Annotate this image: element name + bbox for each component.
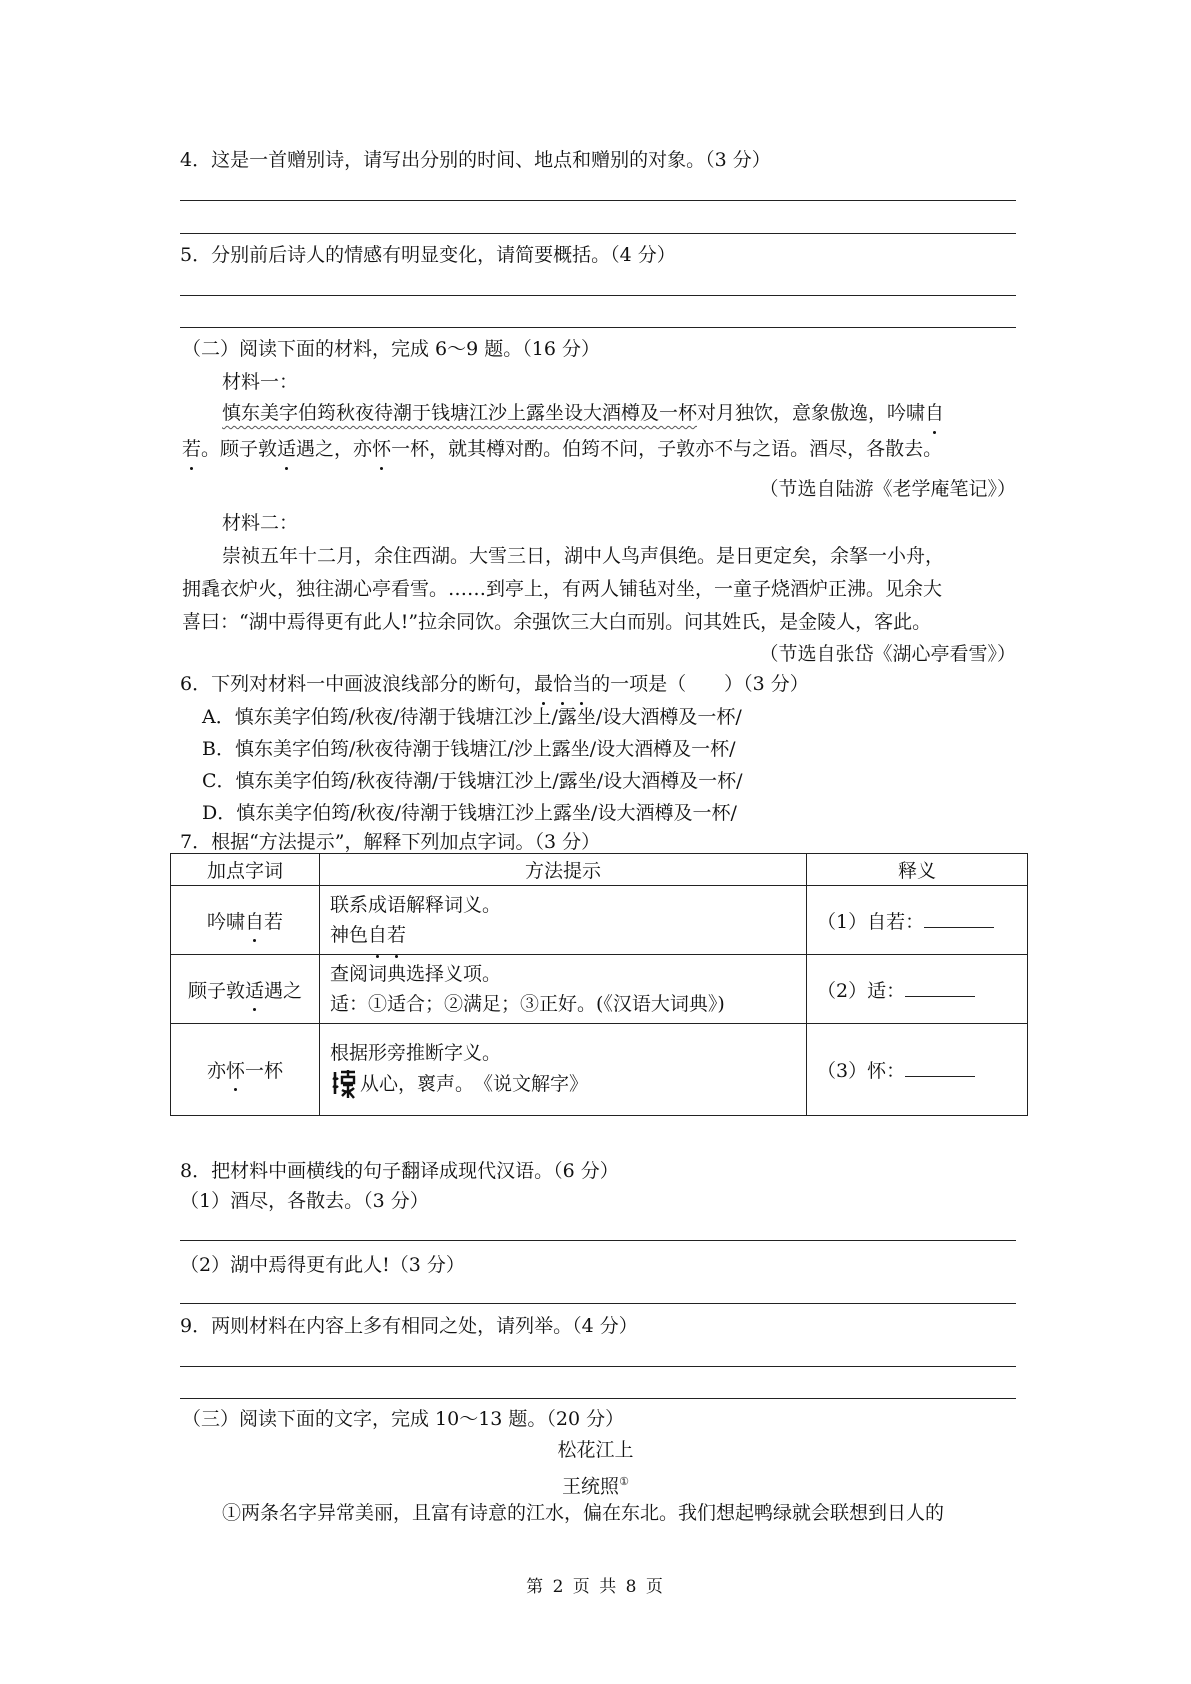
article-title: 松花江上 xyxy=(557,1439,634,1461)
page-footer: 第 2 页 共 8 页 xyxy=(526,1577,665,1597)
question-7-stem: 7．根据“方法提示”，解释下列加点字词。（3 分） xyxy=(180,831,601,853)
answer-line[interactable] xyxy=(180,1240,1016,1241)
table-row xyxy=(171,1024,1028,1116)
footnote-marker[interactable]: ① xyxy=(619,1475,629,1488)
material-1-label: 材料一： xyxy=(222,371,299,393)
dotted-char: 自 xyxy=(925,402,945,424)
section-2-heading: （二）阅读下面的材料，完成 6～9 题。（16 分） xyxy=(182,338,600,360)
question-4: 4．这是一首赠别诗，请写出分别的时间、地点和赠别的对象。（3 分） xyxy=(180,149,771,171)
dotted-char: 最 xyxy=(534,673,554,695)
option-b[interactable]: B．慎东美字伯筠/秋夜待潮于钱塘江/沙上露坐/设大酒樽及一杯/ xyxy=(202,738,736,760)
question-8-part-1: （1）酒尽，各散去。（3 分） xyxy=(180,1190,429,1212)
answer-line[interactable] xyxy=(180,200,1016,201)
dotted-char: 若 xyxy=(182,438,202,460)
answer-line[interactable] xyxy=(180,295,1016,296)
header-word: 加点字词 xyxy=(171,854,320,886)
question-9: 9．两则材料在内容上多有相同之处，请列举。（4 分） xyxy=(180,1315,638,1337)
word-cell: 亦怀一杯 xyxy=(171,1024,320,1116)
material-1-line-1: 慎东美字伯筠秋夜待潮于钱塘江沙上露坐设大酒樽及一杯对月独饮，意象傲逸，吟啸自 xyxy=(222,402,945,424)
answer-line[interactable] xyxy=(180,1366,1016,1367)
table-row xyxy=(171,886,1028,955)
section-3-heading: （三）阅读下面的文字，完成 10～13 题。（20 分） xyxy=(182,1408,625,1430)
material-1-line-2: 若。顾子敦适遇之，亦怀一杯，就其樽对酌。伯筠不问，子敦亦不与之语。酒尽，各散去。 xyxy=(182,438,943,460)
answer-blank[interactable] xyxy=(905,978,975,997)
material-2-line-1: 崇祯五年十二月，余住西湖。大雪三日，湖中人鸟声俱绝。是日更定矣，余拏一小舟， xyxy=(222,545,945,567)
question-5: 5．分别前后诗人的情感有明显变化，请简要概括。（4 分） xyxy=(180,244,676,266)
seal-script-icon xyxy=(330,1068,358,1102)
material-2-line-2: 拥毳衣炉火，独往湖心亭看雪。……到亭上，有两人铺毡对坐，一童子烧酒炉正沸。见余大 xyxy=(182,578,943,600)
option-d[interactable]: D．慎东美字伯筠/秋夜/待潮于钱塘江沙上露坐/设大酒樽及一杯/ xyxy=(202,802,737,824)
table-header-row xyxy=(171,854,1028,886)
question-8-stem: 8．把材料中画横线的句子翻译成现代汉语。（6 分） xyxy=(180,1160,619,1182)
dotted-char: 当 xyxy=(572,673,592,695)
answer-blank[interactable] xyxy=(905,1058,975,1077)
table-row xyxy=(171,955,1028,1024)
answer-cell[interactable]: （1）自若： xyxy=(807,886,1028,955)
answer-line[interactable] xyxy=(180,327,1016,328)
material-2-label: 材料二： xyxy=(222,512,299,534)
option-c[interactable]: C．慎东美字伯筠/秋夜待潮/于钱塘江沙上/露坐/设大酒樽及一杯/ xyxy=(202,770,743,792)
answer-line[interactable] xyxy=(180,233,1016,234)
hint-cell: 联系成语解释词义。 神色自若 xyxy=(320,886,807,955)
option-a[interactable]: A．慎东美字伯筠/秋夜/待潮于钱塘江沙上/露坐/设大酒樽及一杯/ xyxy=(202,706,742,728)
hint-cell: 根据形旁推断字义。 从心，褱声。 《说文解字》 xyxy=(320,1024,807,1116)
answer-cell[interactable]: （3）怀： xyxy=(807,1024,1028,1116)
word-cell: 顾子敦适遇之 xyxy=(171,955,320,1024)
answer-line[interactable] xyxy=(180,1303,1016,1304)
material-2-line-3: 喜曰：“湖中焉得更有此人!”拉余同饮。余强饮三大白而别。问其姓氏，是金陵人，客此。 xyxy=(182,611,932,633)
material-2-source: （节选自张岱《湖心亭看雪》） xyxy=(759,643,1016,665)
header-meaning: 释义 xyxy=(807,854,1028,886)
answer-line[interactable] xyxy=(180,1398,1016,1399)
header-hint: 方法提示 xyxy=(320,854,807,886)
question-6-stem: 6．下列对材料一中画波浪线部分的断句，最恰当的一项是（ ）（3 分） xyxy=(180,673,809,695)
answer-blank[interactable] xyxy=(924,909,994,928)
hint-cell: 查阅词典选择义项。 适：①适合；②满足；③正好。(《汉语大词典》) xyxy=(320,955,807,1024)
article-author: 王统照① xyxy=(562,1475,629,1498)
dotted-char: 恰 xyxy=(553,673,573,695)
vocab-table xyxy=(170,853,1028,1116)
word-cell: 吟啸自若 xyxy=(171,886,320,955)
question-8-part-2: （2）湖中焉得更有此人!（3 分） xyxy=(180,1254,465,1276)
dotted-char: 适 xyxy=(277,438,297,460)
wavy-underlined-text: 慎东美字伯筠秋夜待潮于钱塘江沙上露坐设大酒樽及一杯 xyxy=(222,402,698,424)
dotted-char: 怀 xyxy=(372,438,392,460)
article-paragraph-1: ①两条名字异常美丽，且富有诗意的江水，偏在东北。我们想起鸭绿就会联想到日人的 xyxy=(222,1502,945,1524)
material-1-source: （节选自陆游《老学庵笔记》） xyxy=(759,478,1016,500)
answer-cell[interactable]: （2）适： xyxy=(807,955,1028,1024)
